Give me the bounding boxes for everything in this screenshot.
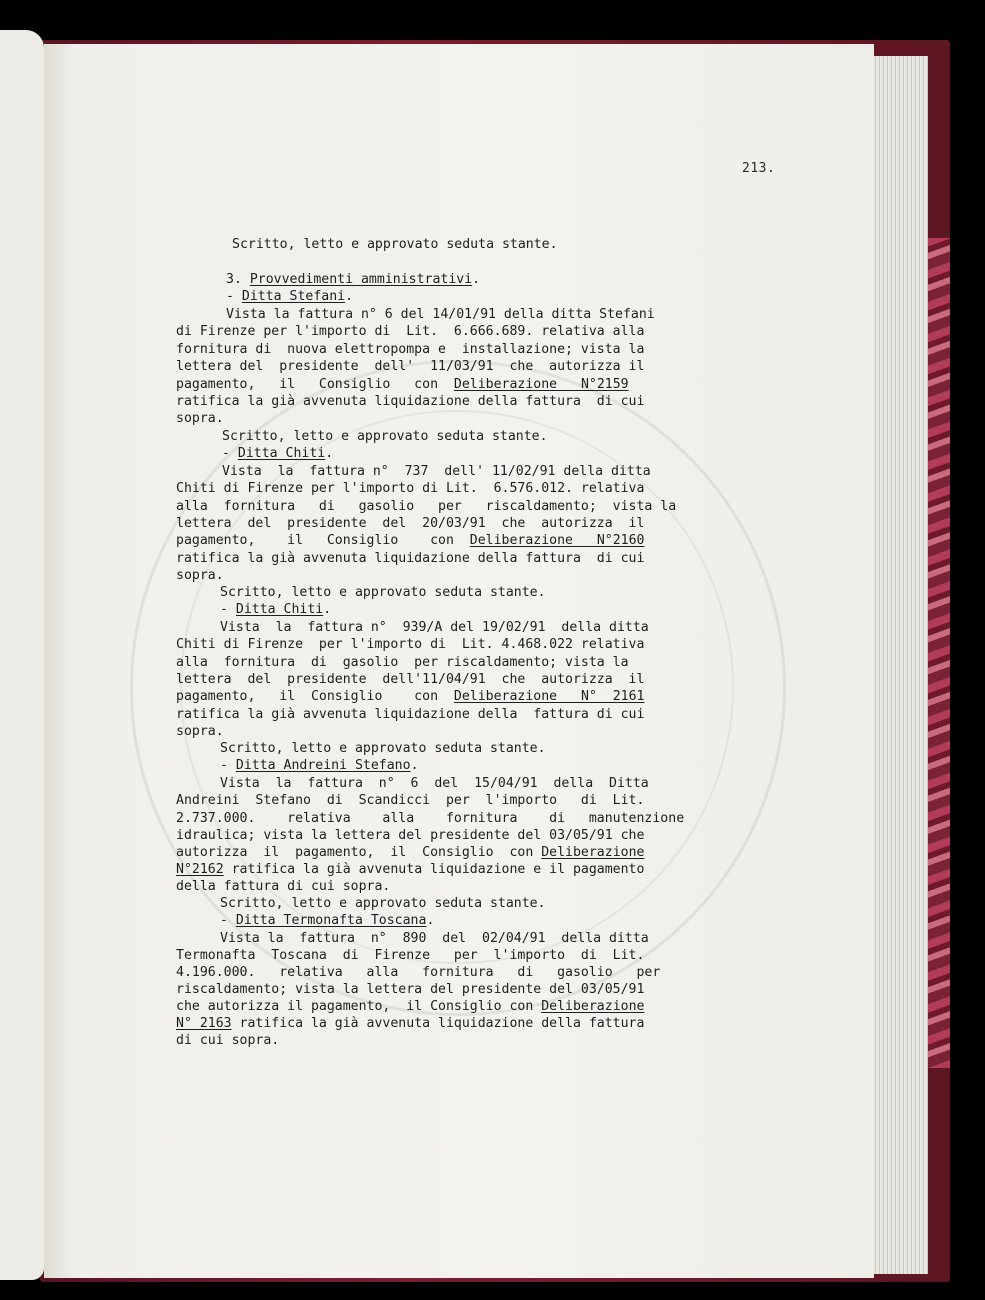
deliberazione-number: N°2162 <box>176 862 224 877</box>
item-heading-name: Ditta Chiti <box>237 446 326 461</box>
item-heading: - Ditta Termonafta Toscana. <box>220 913 435 928</box>
item-line-text: pagamento, il Consiglio con <box>176 533 454 548</box>
section-number: 3. <box>226 272 242 287</box>
item-heading-name: Ditta Chiti <box>235 602 324 617</box>
left-page <box>0 30 44 1280</box>
item-line: Termonafta Toscana di Firenze per l'importo di Lit. <box>176 948 645 963</box>
item-heading-name: Ditta Stefani <box>241 289 346 304</box>
approval-line: Scritto, letto e approvato seduta stante. <box>220 896 546 911</box>
deliberazione-ref: Deliberazione N° 2161 <box>453 689 645 704</box>
item-heading-name: Ditta Andreini Stefano <box>235 758 411 773</box>
item-line: Vista la fattura n° 6 del 15/04/91 della Ditta <box>220 776 649 791</box>
item-line-text: autorizza il pagamento, il Consiglio con <box>176 845 534 860</box>
item-heading-name: Ditta Termonafta Toscana <box>235 913 427 928</box>
item-line: sopra. <box>176 568 224 583</box>
item-line: riscaldamento; vista la lettera del presidente del 03/05/91 <box>176 982 645 997</box>
item-line: lettera del presidente del 20/03/91 che autorizza il <box>176 516 645 531</box>
item-heading: - Ditta Chiti. <box>220 602 332 617</box>
item-line: fornitura di nuova elettropompa e installazione; vista la <box>176 342 645 357</box>
item-line: Vista la fattura n° 939/A del 19/02/91 della ditta <box>220 620 649 635</box>
item-line: lettera del presidente dell' 11/03/91 che autorizza il <box>176 359 645 374</box>
deliberazione-ref: Deliberazione N°2159 <box>453 377 629 392</box>
approval-line: Scritto, letto e approvato seduta stante. <box>220 741 546 756</box>
item-line: lettera del presidente dell'11/04/91 che autorizza il <box>176 672 645 687</box>
item-line <box>176 1015 697 1032</box>
item-line: Vista la fattura n° 737 dell' 11/02/91 della ditta <box>222 464 651 479</box>
item-line <box>176 376 697 393</box>
item-heading: - Ditta Andreini Stefano. <box>220 758 419 773</box>
item-line: di Firenze per l'importo di Lit. 6.666.689. relativa alla <box>176 324 645 339</box>
item-line-text: ratifica la già avvenuta liquidazione e il pagamento <box>223 862 645 877</box>
item-line <box>176 861 697 878</box>
deliberazione-ref: Deliberazione <box>541 845 645 860</box>
deliberazione-ref: Deliberazione N°2160 <box>469 533 645 548</box>
page-edges <box>872 56 928 1274</box>
item-line: Vista la fattura n° 6 del 14/01/91 della ditta Stefani <box>226 307 655 322</box>
approval-line: Scritto, letto e approvato seduta stante. <box>220 585 546 600</box>
item-line <box>176 998 697 1015</box>
item-line <box>176 688 697 705</box>
item-line-text: pagamento, il Consiglio con <box>176 689 439 704</box>
item-line: alla fornitura di gasolio per riscaldamento; vista la <box>176 655 629 670</box>
item-line <box>176 532 697 549</box>
item-line-text: pagamento, il Consiglio con <box>176 377 439 392</box>
item-heading: - Ditta Stefani. <box>226 289 354 304</box>
section-title: Provvedimenti amministrativi <box>249 272 473 287</box>
item-line: ratifica la già avvenuta liquidazione della fattura di cui <box>176 707 645 722</box>
item-line: 4.196.000. relativa alla fornitura di gasolio per <box>176 965 661 980</box>
item-line: Vista la fattura n° 890 del 02/04/91 della ditta <box>220 931 649 946</box>
item-line-text: che autorizza il pagamento, il Consiglio con <box>176 999 534 1014</box>
deliberazione-number: N° 2163 <box>176 1016 232 1031</box>
deliberazione-ref: Deliberazione <box>541 999 645 1014</box>
item-line: Chiti di Firenze per l'importo di Lit. 6.576.012. relativa <box>176 481 645 496</box>
item-line: ratifica la già avvenuta liquidazione della fattura di cui <box>176 394 645 409</box>
item-line: sopra. <box>176 724 224 739</box>
item-line: della fattura di cui sopra. <box>176 879 391 894</box>
item-line-text: ratifica la già avvenuta liquidazione della fattura <box>231 1016 645 1031</box>
item-line: Chiti di Firenze per l'importo di Lit. 4.468.022 relativa <box>176 637 645 652</box>
item-line <box>176 844 697 861</box>
item-line: Andreini Stefano di Scandicci per l'importo di Lit. <box>176 793 645 808</box>
item-line: sopra. <box>176 411 224 426</box>
approval-line: Scritto, letto e approvato seduta stante. <box>222 429 548 444</box>
page-number: 213. <box>742 161 776 176</box>
section-heading: 3. Provvedimenti amministrativi. <box>226 272 481 287</box>
marbled-edge <box>928 238 950 1068</box>
item-line: di cui sopra. <box>176 1033 280 1048</box>
item-line: idraulica; vista la lettera del presidente del 03/05/91 che <box>176 828 645 843</box>
item-line: alla fornitura di gasolio per riscaldamento; vista la <box>176 499 677 514</box>
item-heading: - Ditta Chiti. <box>222 446 334 461</box>
item-line: ratifica la già avvenuta liquidazione della fattura di cui <box>176 551 645 566</box>
item-line: 2.737.000. relativa alla fornitura di manutenzione <box>176 811 685 826</box>
approval-line-top: Scritto, letto e approvato seduta stante. <box>232 237 558 252</box>
